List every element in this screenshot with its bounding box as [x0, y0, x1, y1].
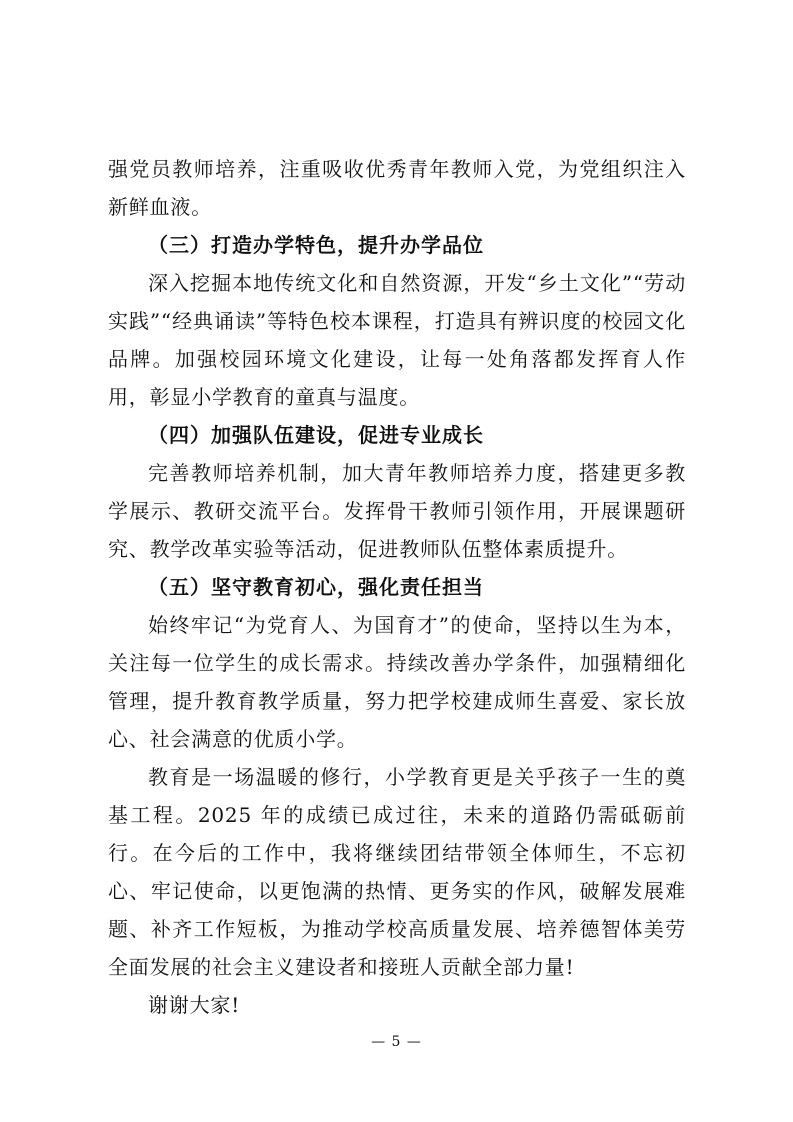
closing-paragraph: 谢谢大家!: [148, 993, 241, 1017]
section-heading-4: （四）加强队伍建设，促进专业成长: [148, 423, 484, 447]
page-number: — 5 —: [371, 1034, 422, 1050]
document-body: [108, 150, 686, 1024]
body-paragraph: 教育是一场温暖的修行，小学教育更是关乎孩子一生的奠基工程。2025 年的成绩已成过往，未来的道路仍需砥砺前行。在今后的工作中，我将继续团结带领全体师生，不忘初心、牢记使命，以更饱满的热情、更务实的作风，破解发展难题、补齐工作短板，为推动学校高质量发展、培养德智体美劳全面发展的社会主义建设者和接班人贡献全部力量!: [108, 765, 686, 979]
continuation-paragraph: 强党员教师培养，注重吸收优秀青年教师入党，为党组织注入新鲜血液。: [108, 157, 686, 219]
section-heading-5: （五）坚守教育初心，强化责任担当: [148, 575, 484, 599]
section-heading-3: （三）打造办学特色，提升办学品位: [148, 233, 484, 257]
body-paragraph: 完善教师培养机制，加大青年教师培养力度，搭建更多教学展示、教研交流平台。发挥骨干教师引领作用，开展课题研究、教学改革实验等活动，促进教师队伍整体素质提升。: [108, 461, 686, 561]
body-paragraph: 始终牢记“为党育人、为国育才”的使命，坚持以生为本，关注每一位学生的成长需求。持续改善办学条件，加强精细化管理，提升教育教学质量，努力把学校建成师生喜爱、家长放心、社会满意的优质小学。: [108, 613, 686, 751]
body-paragraph: 深入挖掘本地传统文化和自然资源，开发“乡土文化”“劳动实践”“经典诵读”等特色校本课程，打造具有辨识度的校园文化品牌。加强校园环境文化建设，让每一处角落都发挥育人作用，彰显小学教育的童真与温度。: [108, 271, 686, 409]
